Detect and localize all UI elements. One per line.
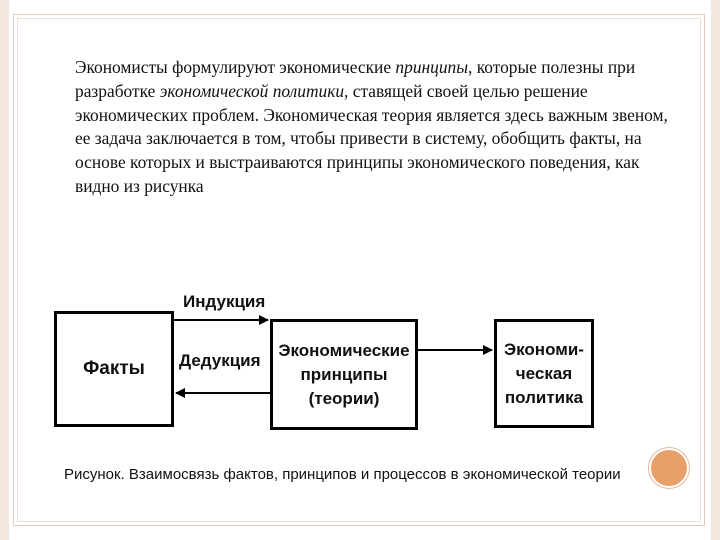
body-segment-1: Экономисты формулируют экономические [75, 57, 396, 77]
policy-box [494, 319, 594, 428]
body-paragraph [75, 56, 675, 199]
body-segment-4: экономической политики [159, 80, 345, 101]
figure-caption: Рисунок. Взаимосвязь фактов, принципов и процессов в экономической теории [64, 466, 621, 483]
principles-label: Экономические принципы (теории) [278, 340, 410, 408]
induction-label: Индукция [183, 292, 266, 311]
facts-label: Факты [83, 358, 145, 379]
principles-box [270, 319, 418, 430]
deduction-label: Дедукция [179, 351, 261, 370]
body-segment-5: , ставящей своей целью решение экономических проблем. Экономическая теория является здесь важным звеном, ее задача заключается в том, чтобы привести в систему, обобщить факты, на основе которых и выстраиваются принципы экономического поведения, как видно из рисунка [75, 80, 668, 196]
facts-box [54, 311, 174, 427]
policy-label: Экономи- ческая политика [504, 339, 584, 407]
body-segment-3: , которые полезны при разработке [75, 57, 636, 101]
body-segment-2: принципы [395, 57, 468, 77]
